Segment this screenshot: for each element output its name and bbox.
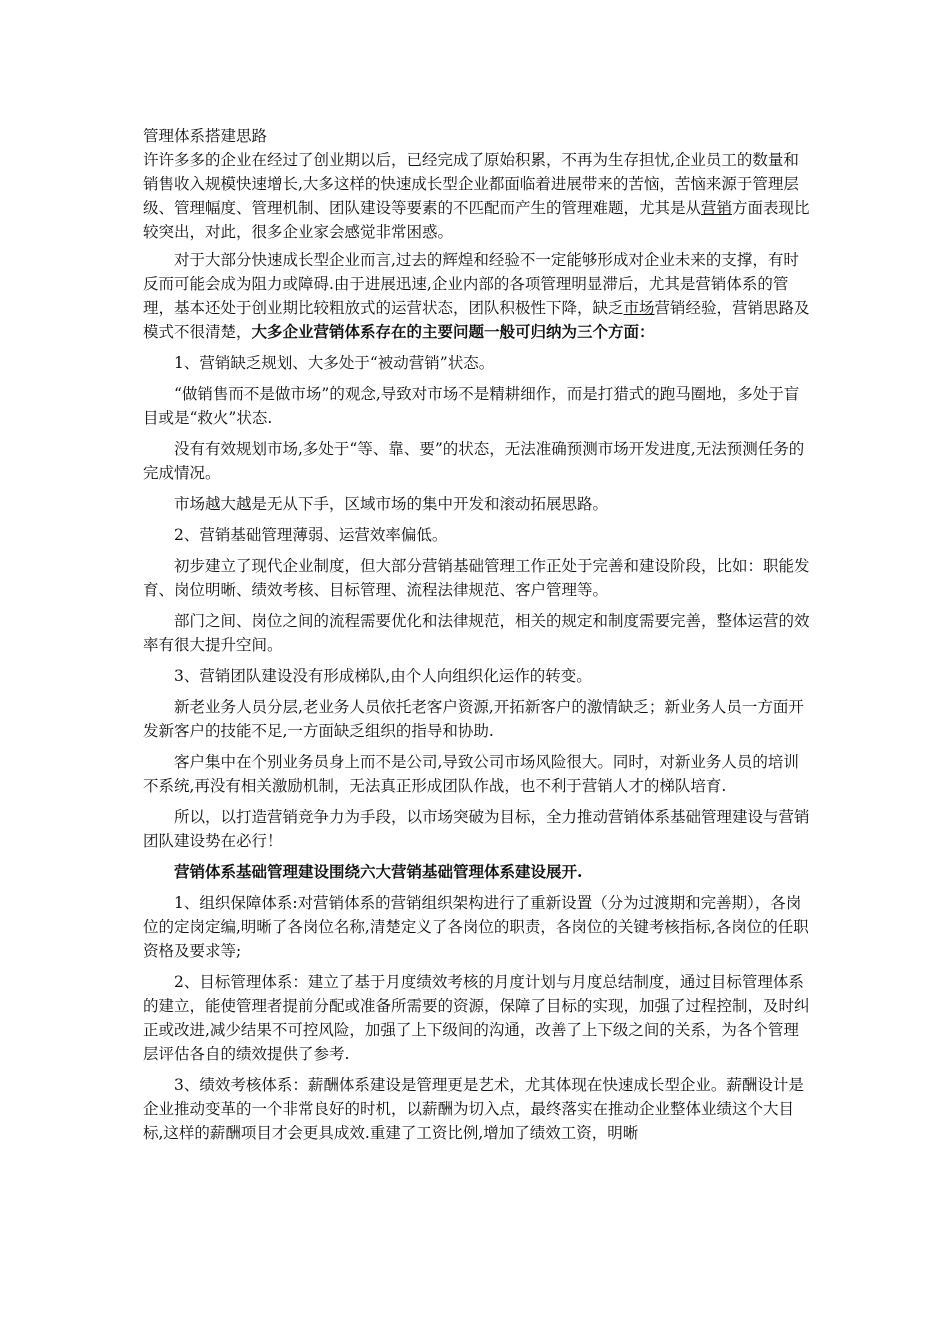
paragraph-2: [143, 248, 811, 344]
intro-text-pre: 许许多多的企业在经过了创业期以后，已经完成了原始积累，不再为生存担忧,企业员工的数量和销售收入规模快速增长,大多这样的快速成长型企业都面临着进展带来的苦恼，苦恼来源于管理层级、管理幅度、管理机制、团队建设等要素的不匹配而产生的管理难题，尤其是从: [143, 151, 799, 217]
list-paragraph: 新老业务人员分层,老业务人员依托老客户资源,开拓新客户的激情缺乏；新业务人员一方面开发新客户的技能不足,一方面缺乏组织的指导和协助.: [143, 698, 804, 740]
list-paragraph: 所以，以打造营销竞争力为手段，以市场突破为目标，全力推动营销体系基础管理建设与营销团队建设势在必行！: [143, 808, 810, 850]
intro-paragraph: [143, 148, 811, 244]
list-paragraph: 客户集中在个别业务员身上而不是公司,导致公司市场风险很大。同时，对新业务人员的培训不系统,再没有相关激励机制，无法真正形成团队作战，也不利于营销人才的梯队培育.: [143, 753, 799, 795]
system-item: 3、绩效考核体系：薪酬体系建设是管理更是艺术，尤其体现在快速成长型企业。薪酬设计是企业推动变革的一个非常良好的时机，以薪酬为切入点，最终落实在推动企业整体业绩这个大目标,这样的薪酬项目才会更具成效.重建了工资比例,增加了绩效工资，明晰: [143, 1076, 804, 1142]
marketing-link[interactable]: 营销: [701, 199, 733, 217]
system-item: 1、组织保障体系:对营销体系的营销组织架构进行了重新设置（分为过渡期和完善期），各岗位的定岗定编,明晰了各岗位名称,清楚定义了各岗位的职责，各岗位的关键考核指标,各岗位的任职资格及要求等;: [143, 894, 809, 960]
list-paragraph: 初步建立了现代企业制度，但大部分营销基础管理工作正处于完善和建设阶段，比如：职能发育、岗位明晰、绩效考核、目标管理、流程法律规范、客户管理等。: [143, 557, 810, 599]
section-heading: 营销体系基础管理建设围绕六大营销基础管理体系建设展开.: [174, 862, 583, 881]
system-item: 2、目标管理体系：建立了基于月度绩效考核的月度计划与月度总结制度，通过目标管理体系的建立，能使管理者提前分配或准备所需要的资源，保障了目标的实现，加强了过程控制，及时纠正或改进,减少结果不可控风险，加强了上下级间的沟通，改善了上下级之间的关系，为各个管理层评估各自的绩效提供了参考.: [143, 973, 810, 1063]
list-paragraph: 3、营销团队建设没有形成梯队,由个人向组织化运作的转变。: [174, 667, 592, 685]
intro-text-post: 方面表现比较突出，对此，很多企业家会感觉非常困惑。: [143, 199, 810, 241]
p2-bold-text: 大多企业营销体系存在的主要问题一般可归纳为三个方面：: [251, 322, 655, 341]
list-paragraph: 市场越大越是无从下手，区域市场的集中开发和滚动拓展思路。: [174, 495, 609, 513]
list-paragraph: 1、营销缺乏规划、大多处于“被动营销”状态。: [174, 354, 495, 372]
market-link[interactable]: 市场: [623, 299, 655, 317]
list-paragraph: 2、营销基础管理薄弱、运营效率偏低。: [174, 526, 448, 544]
doc-title: 管理体系搭建思路: [143, 127, 268, 145]
list-paragraph: 部门之间、岗位之间的流程需要优化和法律规范，相关的规定和制度需要完善，整体运营的效率有很大提升空间。: [143, 612, 810, 654]
document-body: [143, 124, 811, 1152]
p2-text-pre: 对于大部分快速成长型企业而言,过去的辉煌和经验不一定能够形成对企业未来的支撑，有时反而可能会成为阻力或障碍.由于进展迅速,企业内部的各项管理明显滞后，尤其是营销体系的管理，基本还处于创业期比较粗放式的运营状态，团队积极性下降，缺乏: [143, 251, 799, 317]
list-paragraph: “做销售而不是做市场”的观念,导致对市场不是精耕细作，而是打猎式的跑马圈地，多处于盲目或是“救火”状态.: [143, 385, 800, 427]
list-paragraph: 没有有效规划市场,多处于“等、靠、要”的状态，无法准确预测市场开发进度,无法预测任务的完成情况。: [143, 440, 805, 482]
p2-text-mid: 营销经验，营销思路及模式不很清楚，: [143, 299, 810, 341]
